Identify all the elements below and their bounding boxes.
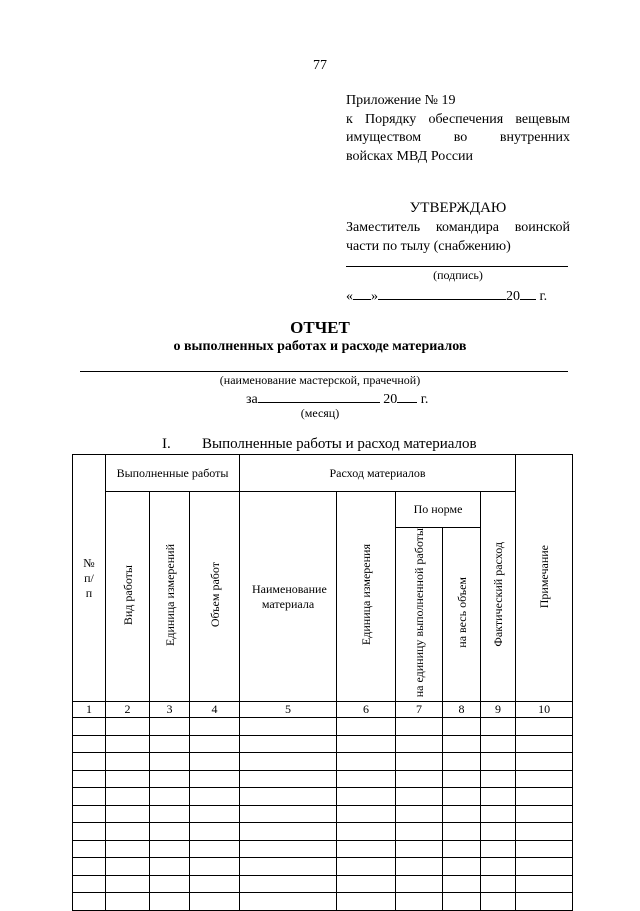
table-cell — [240, 718, 337, 736]
table-cell — [443, 858, 481, 876]
table-cell — [106, 893, 150, 911]
table-cell — [190, 770, 240, 788]
appendix-line: Приложение № 19 — [346, 93, 456, 108]
table-row — [73, 875, 573, 893]
table-cell — [443, 823, 481, 841]
table-cell — [481, 718, 516, 736]
approval-date — [346, 286, 570, 305]
table-cell — [150, 875, 190, 893]
table-cell — [337, 753, 396, 771]
appendix-line: имуществом во внутренних — [346, 130, 570, 145]
table-cell — [240, 770, 337, 788]
column-number: 4 — [190, 702, 240, 718]
header-work-volume: Объем работ — [190, 492, 240, 702]
page-number: 77 — [313, 58, 327, 73]
table-cell — [481, 875, 516, 893]
table-cell — [106, 805, 150, 823]
table-cell — [337, 840, 396, 858]
workshop-name-caption: (наименование мастерской, прачечной) — [219, 373, 421, 387]
table-cell — [106, 823, 150, 841]
table-cell — [481, 840, 516, 858]
table-cell — [150, 718, 190, 736]
table-cell — [240, 840, 337, 858]
table-cell — [443, 840, 481, 858]
table-cell — [443, 805, 481, 823]
table-cell — [337, 823, 396, 841]
table-cell — [396, 893, 443, 911]
table-cell — [337, 875, 396, 893]
table-cell — [73, 805, 106, 823]
table-cell — [150, 770, 190, 788]
table-cell — [443, 770, 481, 788]
table-cell — [190, 823, 240, 841]
column-numbers-row — [73, 702, 573, 718]
table-cell — [106, 735, 150, 753]
table-cell — [190, 788, 240, 806]
header-norm-per-unit: на единицу выполненной работы — [396, 528, 443, 702]
table-cell — [73, 770, 106, 788]
signature-caption: (подпись) — [433, 268, 483, 282]
table-cell — [396, 735, 443, 753]
table-cell — [190, 735, 240, 753]
year-prefix: 20 — [506, 289, 520, 304]
table-cell — [106, 840, 150, 858]
table-row — [73, 823, 573, 841]
table-cell — [396, 788, 443, 806]
table-cell — [516, 823, 573, 841]
header-norm-total: на весь объем — [443, 528, 481, 702]
table-cell — [516, 875, 573, 893]
table-cell — [190, 875, 240, 893]
table-cell — [516, 788, 573, 806]
table-cell — [443, 875, 481, 893]
table-cell — [240, 735, 337, 753]
table-cell — [396, 805, 443, 823]
table-row — [73, 840, 573, 858]
table-row — [73, 735, 573, 753]
table-cell — [337, 718, 396, 736]
table-cell — [443, 753, 481, 771]
table-body — [73, 718, 573, 911]
section-title: Выполненные работы и расход материалов — [202, 436, 477, 452]
column-number: 9 — [481, 702, 516, 718]
table-cell — [516, 718, 573, 736]
table-row — [73, 858, 573, 876]
table-cell — [337, 735, 396, 753]
approval-line: части по тылу (снабжению) — [346, 239, 511, 254]
section-number: I. — [162, 436, 171, 452]
table-cell — [106, 875, 150, 893]
period-year: 20 — [383, 392, 398, 407]
table-cell — [481, 788, 516, 806]
table-cell — [240, 858, 337, 876]
table-cell — [240, 893, 337, 911]
header-note: Примечание — [516, 455, 573, 702]
header-norm-group: По норме — [396, 492, 481, 528]
period-prefix: за — [246, 392, 258, 407]
table-cell — [150, 805, 190, 823]
table-row — [73, 788, 573, 806]
table-cell — [481, 735, 516, 753]
column-number: 1 — [73, 702, 106, 718]
appendix-line: к Порядку обеспечения вещевым — [346, 111, 570, 127]
table-cell — [481, 823, 516, 841]
report-subtitle: о выполненных работах и расходе материалов — [173, 339, 467, 354]
table-cell — [190, 805, 240, 823]
table-cell — [240, 875, 337, 893]
table-cell — [396, 753, 443, 771]
table-cell — [106, 753, 150, 771]
workshop-name-line — [80, 371, 568, 372]
year-blank — [520, 286, 536, 300]
year-suffix: г. — [539, 289, 548, 304]
table-cell — [190, 718, 240, 736]
report-title: ОТЧЕТ — [290, 318, 350, 337]
table-cell — [516, 753, 573, 771]
table-cell — [481, 858, 516, 876]
appendix-line: войсках МВД России — [346, 148, 474, 164]
table-cell — [516, 805, 573, 823]
table-cell — [443, 718, 481, 736]
approval-line: Заместитель командира воинской — [346, 220, 570, 235]
header-material-name: Наименование материала — [240, 492, 337, 702]
table-cell — [240, 788, 337, 806]
table-cell — [73, 893, 106, 911]
period-year-blank — [397, 389, 417, 403]
table-cell — [73, 875, 106, 893]
signature-line — [346, 266, 568, 267]
section-heading — [162, 436, 477, 453]
table-cell — [443, 735, 481, 753]
table-cell — [106, 858, 150, 876]
table-cell — [240, 823, 337, 841]
table-cell — [73, 788, 106, 806]
table-cell — [73, 753, 106, 771]
table-cell — [73, 718, 106, 736]
column-number: 7 — [396, 702, 443, 718]
appendix-block — [346, 92, 570, 166]
approval-title: УТВЕРЖДАЮ — [409, 200, 507, 216]
table-cell — [516, 858, 573, 876]
column-number: 6 — [337, 702, 396, 718]
header-work-unit: Единица измерений — [150, 492, 190, 702]
table-cell — [337, 788, 396, 806]
table-cell — [73, 840, 106, 858]
table-cell — [481, 753, 516, 771]
table-cell — [106, 770, 150, 788]
table-cell — [150, 840, 190, 858]
table-cell — [73, 858, 106, 876]
table-cell — [396, 823, 443, 841]
table-cell — [150, 893, 190, 911]
column-number: 10 — [516, 702, 573, 718]
table-cell — [337, 770, 396, 788]
table-cell — [396, 840, 443, 858]
column-number: 5 — [240, 702, 337, 718]
table-cell — [150, 788, 190, 806]
table-cell — [190, 840, 240, 858]
table-cell — [481, 805, 516, 823]
table-cell — [396, 770, 443, 788]
table-cell — [150, 753, 190, 771]
table-row — [73, 770, 573, 788]
month-caption: (месяц) — [300, 406, 340, 420]
table-row — [73, 893, 573, 911]
table-cell — [516, 893, 573, 911]
table-cell — [106, 788, 150, 806]
table-cell — [396, 875, 443, 893]
day-blank — [353, 286, 371, 300]
table-cell — [240, 805, 337, 823]
quote-close: » — [371, 289, 378, 304]
table-cell — [337, 805, 396, 823]
header-group-works: Выполненные работы — [106, 455, 240, 492]
period-suffix: г. — [420, 392, 429, 407]
table-row — [73, 718, 573, 736]
header-row-number: № п/п — [73, 455, 106, 702]
period-month-blank — [258, 389, 380, 403]
table-cell — [516, 840, 573, 858]
table-cell — [481, 893, 516, 911]
table-cell — [150, 735, 190, 753]
header-group-materials: Расход материалов — [240, 455, 516, 492]
table-cell — [150, 858, 190, 876]
table-row — [73, 805, 573, 823]
table-cell — [73, 735, 106, 753]
column-number: 2 — [106, 702, 150, 718]
approval-text — [346, 218, 570, 256]
month-blank — [378, 286, 506, 300]
column-number: 8 — [443, 702, 481, 718]
table-cell — [190, 858, 240, 876]
report-table — [72, 454, 573, 911]
table-cell — [396, 858, 443, 876]
table-cell — [190, 753, 240, 771]
header-actual: Фактический расход — [481, 492, 516, 702]
table-cell — [190, 893, 240, 911]
table-cell — [443, 893, 481, 911]
table-cell — [73, 823, 106, 841]
table-cell — [106, 718, 150, 736]
header-material-unit: Единица измерения — [337, 492, 396, 702]
table-cell — [337, 893, 396, 911]
quote-open: « — [346, 289, 353, 304]
table-cell — [396, 718, 443, 736]
table-cell — [240, 753, 337, 771]
table-cell — [481, 770, 516, 788]
table-cell — [516, 770, 573, 788]
table-cell — [443, 788, 481, 806]
table-row — [73, 753, 573, 771]
table-cell — [150, 823, 190, 841]
table-cell — [516, 735, 573, 753]
header-work-type: Вид работы — [106, 492, 150, 702]
column-number: 3 — [150, 702, 190, 718]
table-cell — [337, 858, 396, 876]
